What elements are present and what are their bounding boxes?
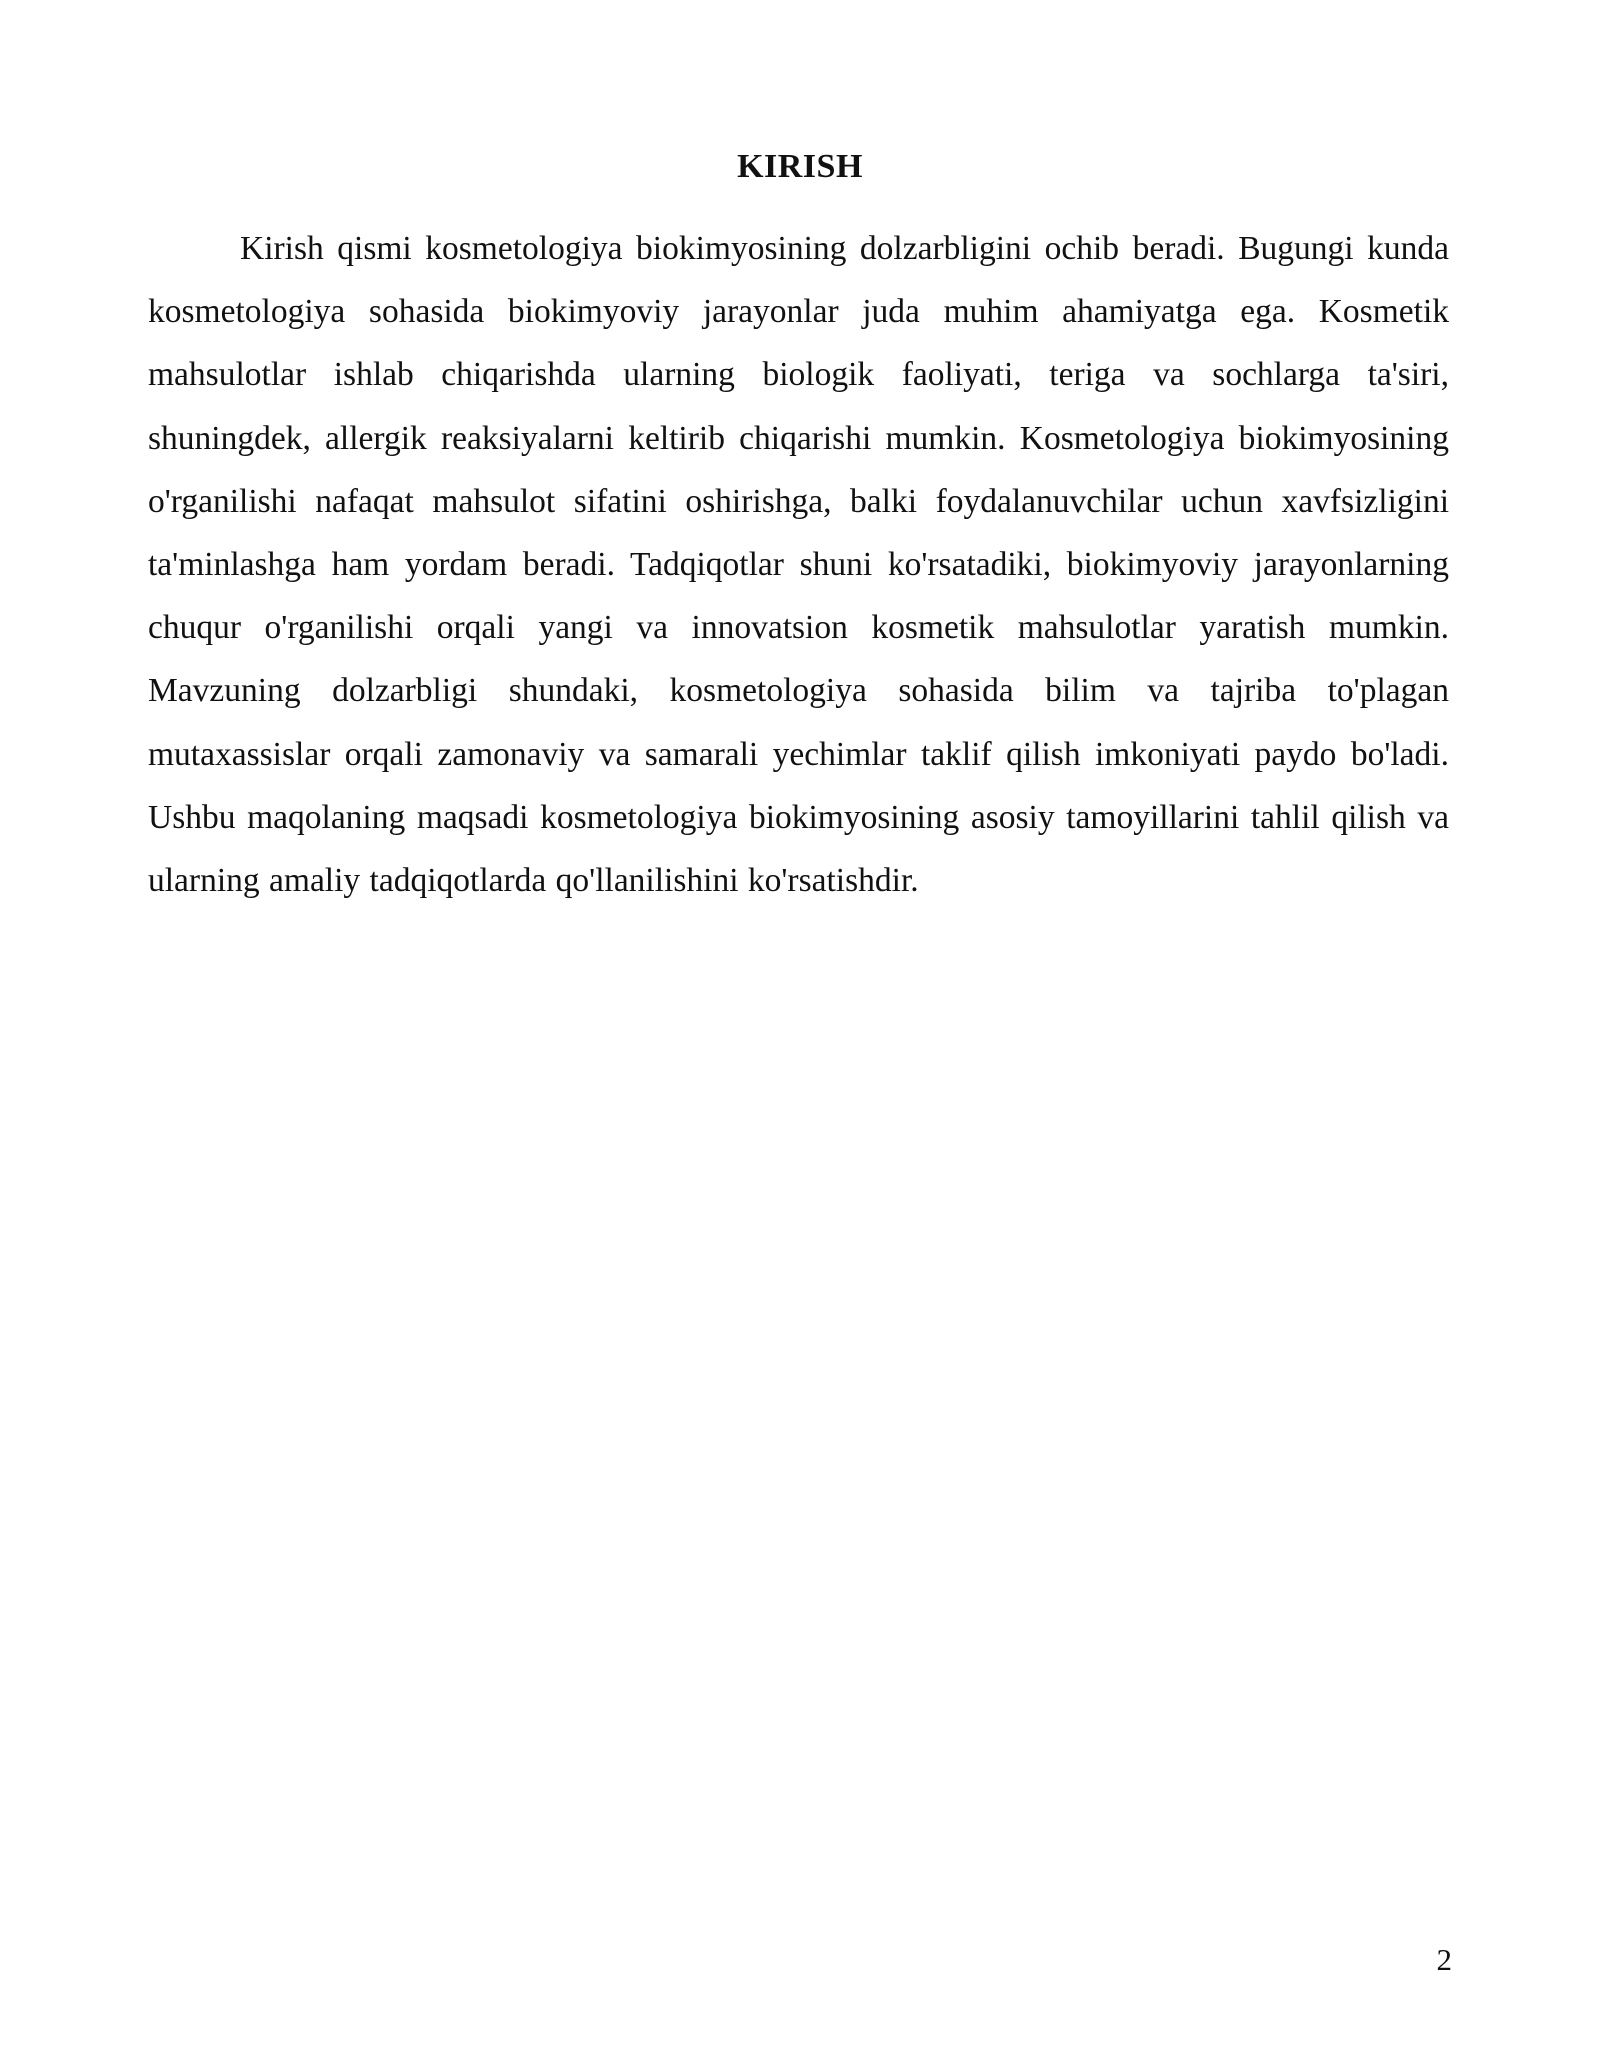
- section-heading: KIRISH: [737, 148, 863, 185]
- page-number: 2: [1436, 1942, 1452, 1977]
- body-paragraph: Kirish qismi kosmetologiya biokimyosining dolzarbligini ochib beradi. Bugungi kunda kosmetologiya sohasida biokimyoviy jarayonlar juda muhim ahamiyatga ega. Kosmetik mahsulotlar ishlab chiqarishda ularning biologik faoliyati, teriga va sochlarga ta'siri, shuningdek, allergik reaksiyalarni keltirib chiqarishi mumkin. Kosmetologiya biokimyosining o'rganilishi nafaqat mahsulot sifatini oshirishga, balki foydalanuvchilar uchun xavfsizligini ta'minlashga ham yordam beradi. Tadqiqotlar shuni ko'rsatadiki, biokimyoviy jarayonlarning chuqur o'rganilishi orqali yangi va innovatsion kosmetik mahsulotlar yaratish mumkin. Mavzuning dolzarbligi shundaki, kosmetologiya sohasida bilim va tajriba to'plagan mutaxassislar orqali zamonaviy va samarali yechimlar taklif qilish imkoniyati paydo bo'ladi. Ushbu maqolaning maqsadi kosmetologiya biokimyosining asosiy tamoyillarini tahlil qilish va ularning amaliy tadqiqotlarda qo'llanilishini ko'rsatishdir.: [148, 230, 1449, 900]
